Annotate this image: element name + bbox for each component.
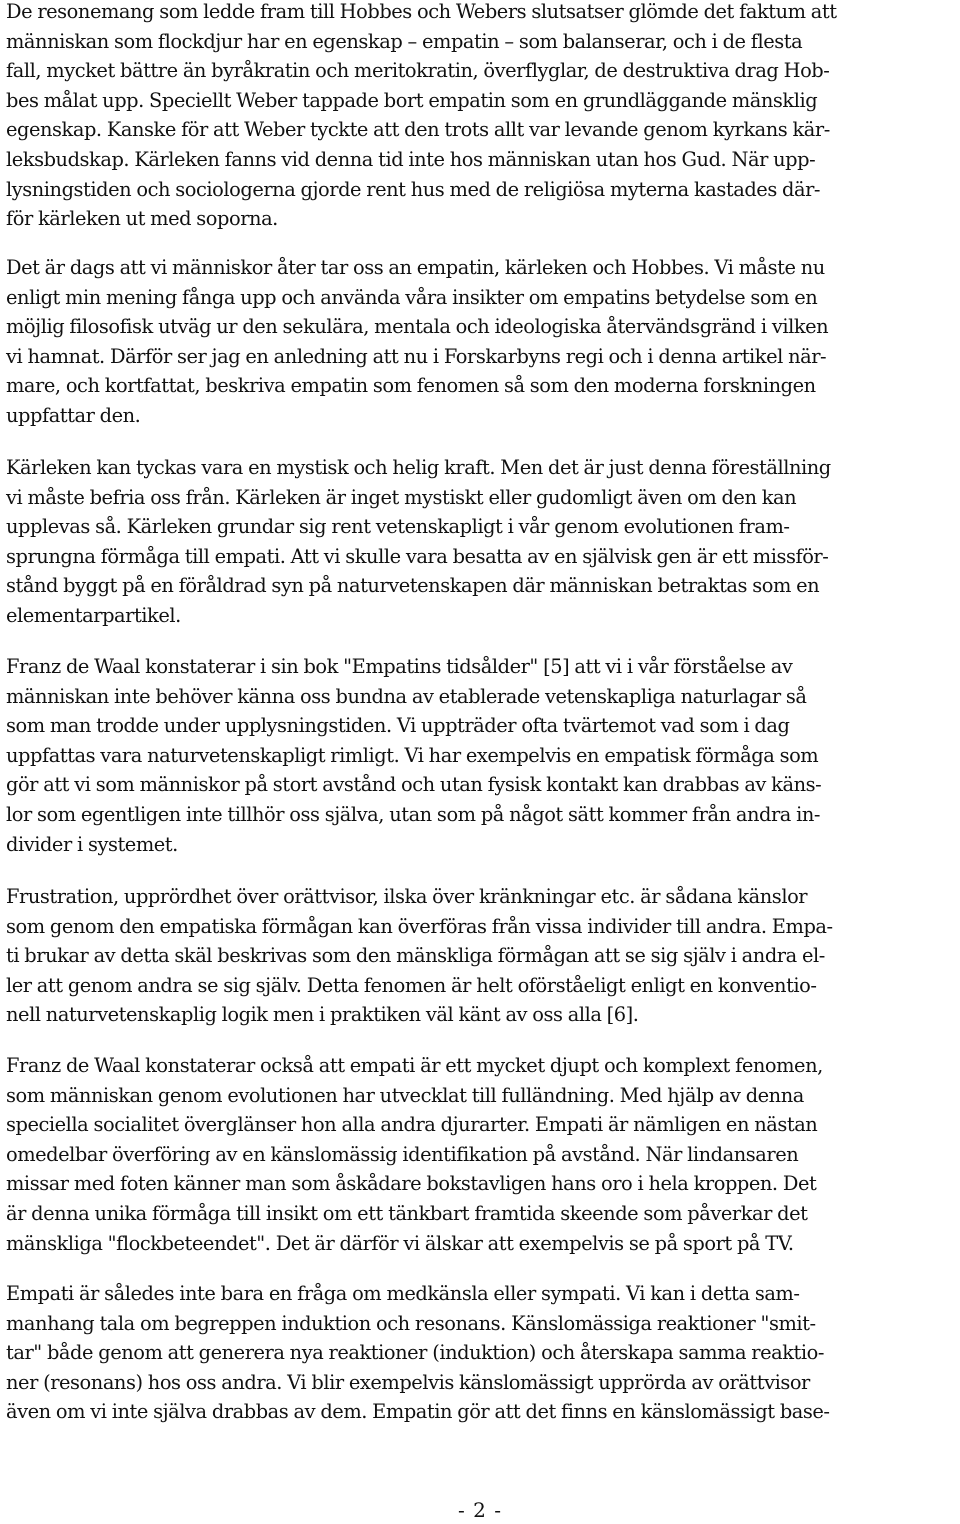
text-line: ler att genom andra se sig själv. Detta fenomen är helt oförståeligt enligt en konventio-	[6, 973, 817, 997]
text-line: vi hamnat. Därför ser jag en anledning att nu i Forskarbyns regi och i denna artikel när-	[6, 344, 827, 368]
text-line: sprungna förmåga till empati. Att vi skulle vara besatta av en självisk gen är ett missför-	[6, 544, 829, 568]
text-line: tar" både genom att generera nya reaktioner (induktion) och återskapa samma reaktio-	[6, 1341, 824, 1365]
text-line: uppfattar den.	[6, 403, 141, 427]
text-line: missar med foten känner man som åskådare bokstavligen hans oro i hela kroppen. Det	[6, 1172, 817, 1196]
paragraph-4	[6, 652, 821, 859]
text-line: Franz de Waal konstaterar också att empati är ett mycket djupt och komplext fenomen,	[6, 1054, 823, 1077]
text-line: leksbudskap. Kärleken fanns vid denna tid inte hos människan utan hos Gud. När upp-	[6, 147, 816, 171]
text-line: mare, och kortfattat, beskriva empatin som fenomen så som den moderna forskningen	[6, 374, 816, 398]
text-line: möjlig filosofisk utväg ur den sekulära, mentala och ideologiska återvändsgränd i vilken	[6, 315, 829, 339]
text-line: gör att vi som människor på stort avstånd och utan fysisk kontakt kan drabbas av käns-	[6, 773, 822, 797]
paragraph-3	[6, 453, 831, 631]
text-line: nell naturvetenskaplig logik men i praktiken väl känt av oss alla [6].	[6, 1003, 639, 1027]
text-line: för kärleken ut med soporna.	[6, 207, 278, 231]
text-line: som man trodde under upplysningstiden. Vi uppträder ofta tvärtemot vad som i dag	[6, 714, 790, 738]
text-line: uppfattas vara naturvetenskapligt rimligt. Vi har exempelvis en empatisk förmåga som	[6, 743, 819, 767]
text-line: elementarpartikel.	[6, 603, 181, 627]
text-line: ner (resonans) hos oss andra. Vi blir exempelvis känslomässigt upprörda av orättvisor	[6, 1370, 810, 1394]
text-line: Franz de Waal konstaterar i sin bok "Empatins tidsålder" [5] att vi i vår förståelse av	[6, 655, 793, 678]
paragraph-1	[6, 0, 837, 234]
text-line: divider i systemet.	[6, 832, 178, 856]
text-line: speciella socialitet överglänser hon alla andra djurarter. Empati är nämligen en nästan	[6, 1113, 818, 1137]
text-line: som genom den empatiska förmågan kan överföras från vissa individer till andra. Empa-	[6, 914, 833, 938]
text-line: De resonemang som ledde fram till Hobbes och Webers slutsatser glömde det faktum att	[6, 0, 837, 23]
text-line: fall, mycket bättre än byråkratin och meritokratin, överflyglar, de destruktiva drag Hob-	[6, 59, 830, 83]
text-line: som människan genom evolutionen har utvecklat till fulländning. Med hjälp av denna	[6, 1083, 804, 1107]
text-line: Det är dags att vi människor åter tar oss an empatin, kärleken och Hobbes. Vi måste nu	[6, 256, 825, 279]
text-line: bes målat upp. Speciellt Weber tappade bort empatin som en grundläggande mänsklig	[6, 88, 818, 112]
text-line: vi måste befria oss från. Kärleken är inget mystiskt eller gudomligt även om den kan	[6, 485, 797, 509]
page-number: - 2 -	[458, 1498, 502, 1522]
text-line: omedelbar överföring av en känslomässig identifikation på avstånd. När lindansaren	[6, 1142, 799, 1166]
paragraph-5	[6, 882, 833, 1030]
text-line: även om vi inte själva drabbas av dem. Empatin gör att det finns en känslomässigt base-	[6, 1400, 830, 1424]
paragraph-7	[6, 1279, 830, 1427]
text-line: Kärleken kan tyckas vara en mystisk och helig kraft. Men det är just denna föreställning	[6, 456, 831, 479]
text-line: Empati är således inte bara en fråga om medkänsla eller sympati. Vi kan i detta sam-	[6, 1282, 800, 1305]
paragraph-2	[6, 253, 828, 431]
text-line: människan inte behöver känna oss bundna av etablerade vetenskapliga naturlagar så	[6, 684, 807, 708]
text-line: enligt min mening fånga upp och använda våra insikter om empatins betydelse som en	[6, 285, 818, 309]
text-line: egenskap. Kanske för att Weber tyckte att den trots allt var levande genom kyrkans kär-	[6, 118, 830, 142]
text-line: ti brukar av detta skäl beskrivas som den mänskliga förmågan att se sig själv i andra el-	[6, 944, 825, 968]
text-line: lysningstiden och sociologerna gjorde rent hus med de religiösa myterna kastades där-	[6, 177, 821, 201]
text-line: manhang tala om begreppen induktion och resonans. Känslomässiga reaktioner "smit-	[6, 1311, 816, 1335]
text-line: Frustration, upprördhet över orättvisor, ilska över kränkningar etc. är sådana känslor	[6, 885, 808, 908]
paragraph-6	[6, 1051, 823, 1258]
text-line: stånd byggt på en föråldrad syn på naturvetenskapen där människan betraktas som en	[6, 574, 820, 598]
text-line: upplevas så. Kärleken grundar sig rent vetenskapligt i vår genom evolutionen fram-	[6, 515, 790, 539]
text-line: lor som egentligen inte tillhör oss själva, utan som på något sätt kommer från andra in-	[6, 802, 821, 826]
text-line: är denna unika förmåga till insikt om ett tänkbart framtida skeende som påverkar det	[6, 1201, 808, 1225]
text-line: människan som flockdjur har en egenskap – empatin – som balanserar, och i de flesta	[6, 29, 803, 53]
text-line: mänskliga "flockbeteendet". Det är därför vi älskar att exempelvis se på sport på TV.	[6, 1231, 794, 1255]
